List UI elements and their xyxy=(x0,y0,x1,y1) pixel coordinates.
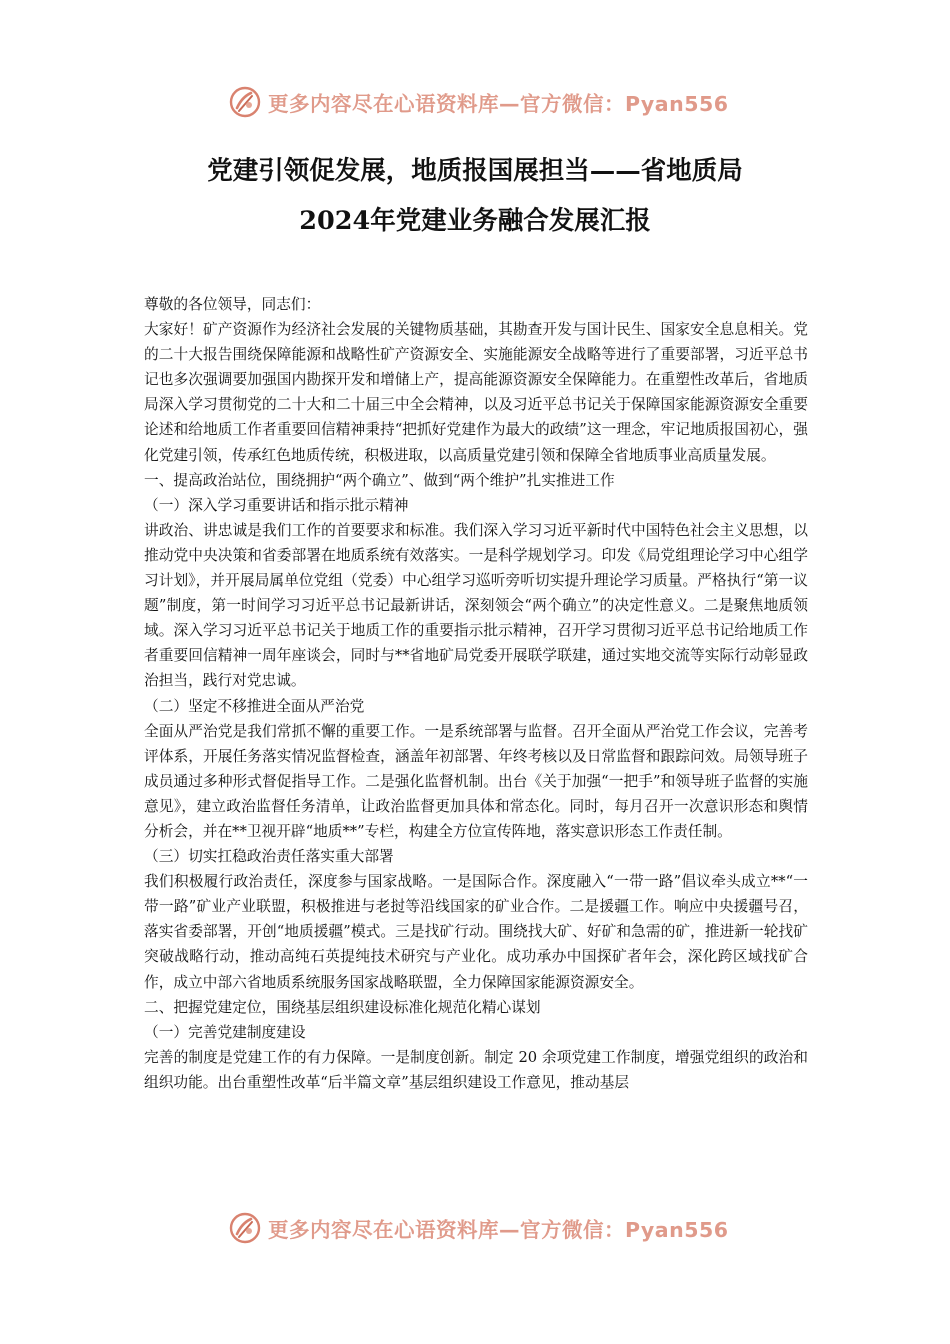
logo-icon xyxy=(228,85,262,119)
paragraph-1-1: 讲政治、讲忠诚是我们工作的首要要求和标准。我们深入学习习近平新时代中国特色社会主义思想，以推动党中央决策和省委部署在地质系统有效落实。一是科学规划学习。印发《局党组理论学习中心组学习计划》，并开展局属单位党组（党委）中心组学习巡听旁听切实提升理论学习质量。严格执行“第一议题”制度，第一时间学习习近平总书记最新讲话，深刻领会“两个确立”的决定性意义。二是聚焦地质领域。深入学习习近平总书记关于地质工作的重要指示批示精神，召开学习贯彻习近平总书记给地质工作者重要回信精神一周年座谈会，同时与**省地矿局党委开展联学联建，通过实地交流等实际行动彰显政治担当，践行对党忠诚。 xyxy=(144,521,808,690)
section-heading-1: 一、提高政治站位，围绕拥护“两个确立”、做到“两个维护”扎实推进工作 xyxy=(144,471,615,489)
footer-watermark-banner xyxy=(0,1208,950,1248)
document-body xyxy=(144,292,808,1095)
paragraph-2-1: 完善的制度是党建工作的有力保障。一是制度创新。制定 20 余项党建工作制度，增强党组织的政治和组织功能。出台重塑性改革“后半篇文章”基层组织建设工作意见，推动基层 xyxy=(144,1048,808,1091)
subsection-heading-1-1: （一）深入学习重要讲话和指示批示精神 xyxy=(144,496,409,514)
document-title-line-1: 党建引领促发展，地质报国展担当——省地质局 xyxy=(207,156,743,186)
document-title-line-2: 2024年党建业务融合发展汇报 xyxy=(299,206,651,236)
subsection-heading-1-2: （二）坚定不移推进全面从严治党 xyxy=(144,697,365,715)
header-watermark-banner xyxy=(0,82,950,122)
section-heading-2: 二、把握党建定位，围绕基层组织建设标准化规范化精心谋划 xyxy=(144,998,541,1016)
logo-icon xyxy=(228,1211,262,1245)
subsection-heading-2-1: （一）完善党建制度建设 xyxy=(144,1023,306,1041)
paragraph-1-2: 全面从严治党是我们常抓不懈的重要工作。一是系统部署与监督。召开全面从严治党工作会议，完善考评体系，开展任务落实情况监督检查，涵盖年初部署、年终考核以及日常监督和跟踪问效。局领导班子成员通过多种形式督促指导工作。二是强化监督机制。出台《关于加强“一把手”和领导班子监督的实施意见》，建立政治监督任务清单，让政治监督更加具体和常态化。同时，每月召开一次意识形态和舆情分析会，并在**卫视开辟“地质**”专栏，构建全方位宣传阵地，落实意识形态工作责任制。 xyxy=(144,722,808,840)
watermark-text: 更多内容尽在心语资料库—官方微信：Pyan556 xyxy=(268,92,729,116)
greeting: 尊敬的各位领导，同志们： xyxy=(144,296,321,313)
paragraph-1-3: 我们积极履行政治责任，深度参与国家战略。一是国际合作。深度融入“一带一路”倡议牵头成立**“一带一路”矿业产业联盟，积极推进与老挝等沿线国家的矿业合作。二是援疆工作。响应中央援疆号召，落实省委部署，开创“地质援疆”模式。三是找矿行动。围绕找大矿、好矿和急需的矿，推进新一轮找矿突破战略行动，推动高纯石英提纯技术研究与产业化。成功承办中国探矿者年会，深化跨区域找矿合作，成立中部六省地质系统服务国家战略联盟，全力保障国家能源资源安全。 xyxy=(144,873,808,991)
intro-paragraph: 大家好！矿产资源作为经济社会发展的关键物质基础，其勘查开发与国计民生、国家安全息息相关。党的二十大报告围绕保障能源和战略性矿产资源安全、实施能源安全战略等进行了重要部署，习近平总书记也多次强调要加强国内勘探开发和增储上产，提高能源资源安全保障能力。在重塑性改革后，省地质局深入学习贯彻党的二十大和二十届三中全会精神，以及习近平总书记关于保障国家能源资源安全重要论述和给地质工作者重要回信精神秉持“把抓好党建作为最大的政绩”这一理念，牢记地质报国初心，强化党建引领，传承红色地质传统，积极进取，以高质量党建引领和保障全省地质事业高质量发展。 xyxy=(144,321,808,464)
watermark-text: 更多内容尽在心语资料库—官方微信：Pyan556 xyxy=(268,1218,729,1242)
subsection-heading-1-3: （三）切实扛稳政治责任落实重大部署 xyxy=(144,848,394,866)
